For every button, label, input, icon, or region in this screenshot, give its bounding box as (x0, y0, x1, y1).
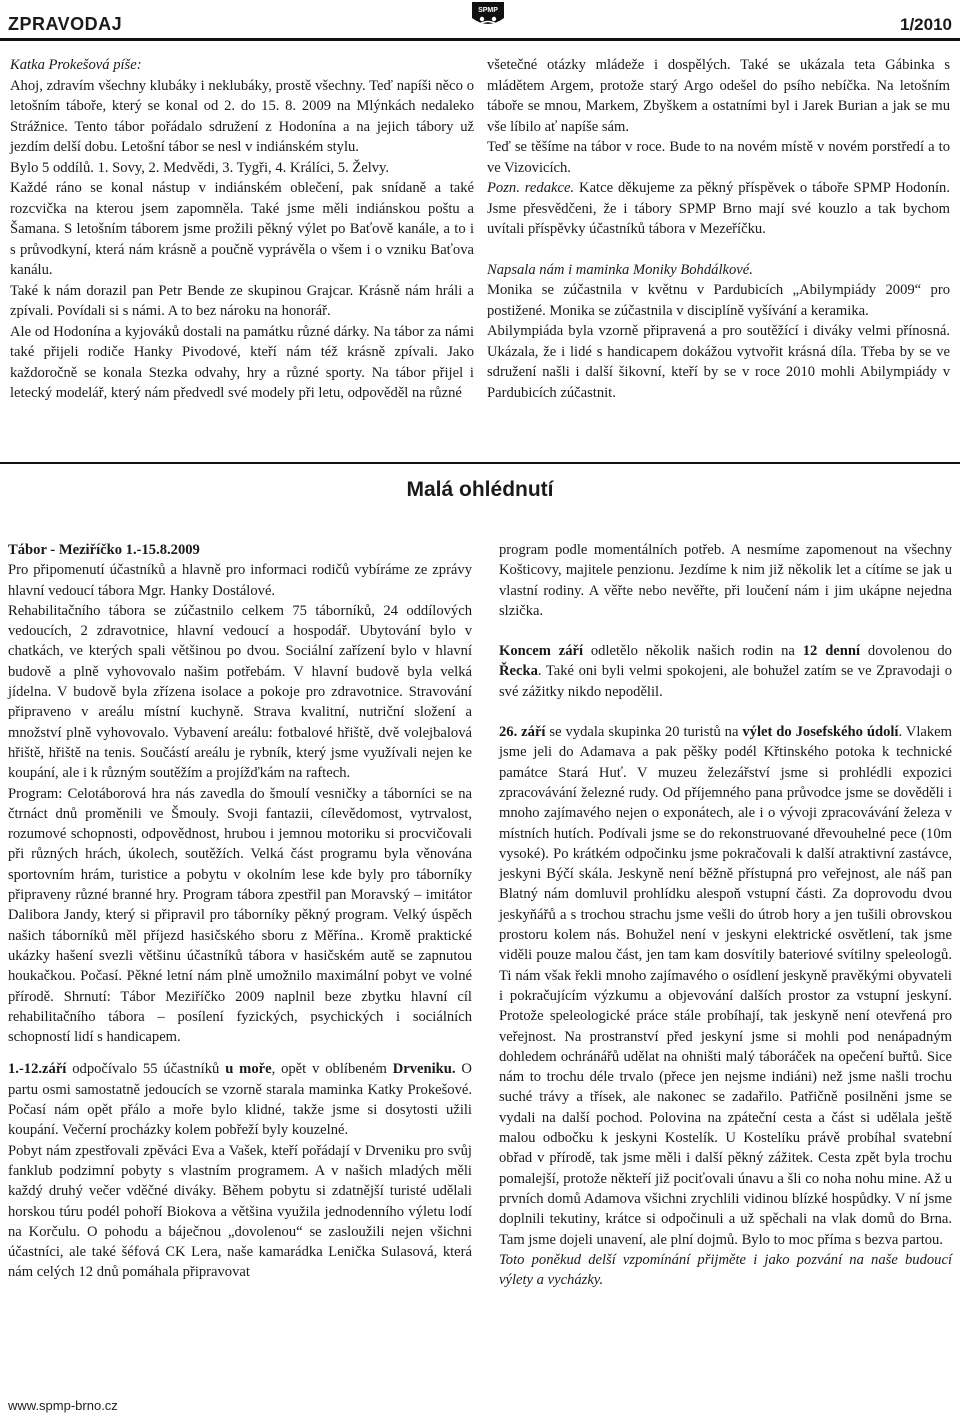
editor-note-text: Katce děkujeme za pěkný příspěvek o táboře SPMP Hodonín. Jsme přesvědčeni, že i tábory SPMP Brno mají své kouzlo a tak bychom uvítali příspěvky účastníků tábora v Mezeříčku. (487, 180, 950, 237)
paragraph: Každé ráno se konal nástup v indiánském oblečení, pak snídaně a také rozcvička na kterou jsem zapomněla. Také jsme měli indiánskou poštu a Šamana. S letošním táborem jsme prožili pěkný výlet po Baťově kanále, a to i s průvodkyní, která nám krásně a poučně vyprávěla o všem i o vzniku Baťova kanálu. (10, 180, 474, 278)
article-camp-mezericko (8, 540, 472, 1283)
paragraph: Pro připomenutí účastníků a hlavně pro informaci rodičů vybíráme ze zprávy hlavní vedoucí tábora Mgr. Hanky Dostálové. (8, 562, 472, 599)
paragraph: Abilympiáda byla vzorně připravená a pro soutěžící i diváky velmi přínosná. Ukázala, že i lidé s handicapem dokážou vytvořit krásná díla. Třeba by se ve sdružení našli i další šikovní, kteří by se v roce 2010 mohli Abilympiády v Pardubicích zúčastnit. (487, 323, 950, 401)
paragraph: Rehabilitačního tábora se zúčastnilo celkem 75 táborníků, 24 oddílových vedoucích, 2 zdravotnice, hlavní vedoucí a hospodář. Ubytování bylo v chatkách, ve kterých spali většinou po dvou. Sociální zařízení bylo v hlavní budově a plně vyhovovalo našim potřebám. V hlavní budově byla velká jídelna. V budově byla zřízena isolace a pokoje pro zdravotnice. Stravování připraveno v areálu místní kuchyně. Strava kvalitní, nutriční složení a množství plně vyhovovalo. Vybavení areálu: fotbalové hřiště, dvě volejbalová hřiště, hřiště na tenis. Součástí areálu je rybník, který jsme využívali nejen ke koupání, ale i k různým soutěžím a projížďkám na raftech. (8, 602, 472, 782)
paragraph: Také k nám dorazil pan Petr Bende ze skupinou Grajcar. Krásně nám hráli a zpívali. Povídali si s námi. A to bez nároku na honorář. (10, 282, 474, 319)
paragraph: Pobyt nám zpestřovali zpěváci Eva a Vašek, kteří pořádají v Drveniku pro svůj fanklub podzimní pobyty s vlastním programem. A v našich mladých měli každý druhý večer vděčné diváky. Během pobytu si zdatnější turisté udělali horskou túru podél pohoří Biokova a většina využila jednodenního výletu lodí na Korčulu. O pohodu a báječnou „dovolenou“ se zasloužili nejen všichni účastníci, ale také šéfová CK Lera, naše kamarádka Lenička Sulasová, která nám celých 12 dnů pomáhala připravovat (8, 1142, 472, 1281)
paragraph-drvenik: 1.-12.září odpočívalo 55 účastníků u moře, opět v oblíbeném Drveniku. O partu osmi samostatně jedoucích se vzorně starala maminka Katky Prokešové. Počasí nám opět přálo a moře bylo klidné, takže jsme si dosytosti užili koupání. Večerní procházky kolem pobřeží byly kouzelné. (8, 1061, 472, 1139)
issue-number: 1/2010 (900, 15, 952, 34)
article-author: Katka Prokešová píše: (10, 57, 142, 73)
paragraph: Ahoj, zdravím všechny klubáky i neklubáky, prostě všechny. Teď napíši něco o letošním táboře, který se konal od 2. do 15. 8. 2009 na Mlýnkách nedaleko Strážnice. Tento tábor pořádalo sdružení z Hodonína a na jejich tábory už jezdím delší dobu. Letošní tábor se nesl v indiánském stylu. (10, 77, 474, 155)
article-trips (499, 540, 952, 1290)
paragraph: všetečné otázky mládeže i dospělých. Také se ukázala teta Gábinka s mládětem Argem, protože starý Argo odešel do psího nebíčka. Na letošním táboře se mnou, Markem, Zbyškem a ostatními byl i Jarek Burian a jak se mu vše líbilo ať napíše sám. (487, 57, 950, 135)
paragraph: Ale od Hodonína a kyjováků dostali na památku různé dárky. Na tábor za námi také přijeli rodiče Hanky Pivodové, kteří nám též krásně zpívali. Jako každoročně se konala Stezka odvahy, hry a různé sporty. Na tábor přijel i letecký modelář, který nám předvedl své modely při letu, odpověděl na různé (10, 323, 474, 401)
paragraph: Bylo 5 oddílů. 1. Sovy, 2. Medvědi, 3. Tygři, 4. Králíci, 5. Želvy. (10, 159, 390, 176)
footer-website-link[interactable]: www.spmp-brno.cz (8, 1398, 118, 1413)
section-title: Malá ohlédnutí (406, 478, 554, 501)
article-camp-continued (487, 55, 950, 403)
paragraph: Teď se těšíme na tábor v roce. Bude to na novém místě v novém porstředí a to ve Vizovicích. (487, 139, 950, 176)
paragraph: program podle momentálních potřeb. A nesmíme zapomenout na všechny Košticovy, majitele penzionu. Jezdíme k nim již několik let a cítíme se jak u vlastní rodiny. A věřte nebo nevěřte, při loučení nám i jim ukápne nejedna slzička. (499, 542, 952, 619)
paragraph-josefske-udoli: 26. září se vydala skupinka 20 turistů na výlet do Josefského údolí. Vlakem jsme jeli do Adamava a pak pěšky podél Křtinského potoka k technické památce Stará Huť. V muzeu železářství jsme si prohlédli expozici zpracovávání železné rudy. Od příjemného pana průvodce jsme se dověděli i mnoho zajímavého nejen o exponátech, ale i o vývoji zpracovávání železa v místních hutích. Podívali jsme se do rekonstruované dřevouhelné pece (10m vysoké). Po krátkém odpočinku jsme pokračovali k další atraktivní zastávce, jeskyni Býčí skála. Jeskyně není běžně přístupná pro veřejnost, ale náš pan Blatný nám domluvil prohlídku alespoň vstupní části. Za doprovodu dvou jeskyňářů a s trochou strachu jsme vešli do útrob hory a jen tušili obrovskou prostoru kolem nás. Bohužel není v jeskyni elektrické osvětlení, tak jsme viděli pouze malou část, jen tam kam dosvítily bateriové svítilny speleologů. Ti nám však řekli mnoho zajímavého o osídlení jeskyně pravěkými obyvateli i pokračujícím výzkumu a objevování dalších prostor za vstupní jeskyní. Protože speleologické práce stále probíhají, tak jeskyně není otevřená pro veřejnost. Na prostranství před jeskyní jsme si mohli pod nenápadným dohledem ochránářů udělat na ohništi malý táboráček na opečení buřtů. Sice nám to trochu déle trvalo (přece jen nejsme indiáni) než jsme našli trochu suché trávy a třísek, ale nakonec se zadařilo. Patřičně posilněni jsme se vydali na další pochod. Polovina na zpáteční cesta a část si udělala ještě malou odbočku k jeskyni Kostelík. U Kostelíku právě probíhal svatební obřad v přírodě, tak jsme měli i další pěkný zážitek. Cesta zpět byla trochu pomalejší, protože někteří již pociťovali únavu a šli co noha nohu mine. Až u prvních domů Adamova všichni zrychlili vidinou blízké hospůdky. V ní jsme doplnili tekutiny, krátce si odpočinuli a už spěchali na vlak domů do Brna. Tam jsme dojeli unavení, ale plní dojmů. Bylo to moc příma s bezva partou. (499, 724, 952, 1248)
article-author: Napsala nám i maminka Moniky Bohdálkové. (487, 261, 753, 278)
paragraph-greece: Koncem září odletělo několik našich rodin na 12 denní dovolenou do Řecka. Také oni byli velmi spokojeni, ale bohužel zatím se ve Zpravodaji o své zážitky nikdo nepodělil. (499, 643, 952, 700)
page-header (0, 0, 960, 44)
paragraph: Program: Celotáborová hra nás zavedla do šmoulí vesničky a táborníci se na čtrnáct dnů proměnili ve Šmouly. Svoji fantazii, cílevědomost, vytrvalost, rozumové schopnosti, odpovědnost, hrubou i jemnou motoriku si procvičovali při různých hrách, úkolech, soutěžích. Velká část programu byla věnována sportovním hrám, turistice a pobytu v okolním lese kde byly pro táborníky připraveny různé branné hry. Program tábora zpestřil pan Moravský – imitátor Dalibora Jandy, který si připravil pro táborníky pěkný program. Velký úspěch našich táborníků měl příjezd hasičského sboru z Měřína.. Kromě praktické ukázky hašení svezli většinu účastníků tábora v hasičském autě se zapnutou houkačkou. Počasí. Pěkné letní nám plně umožnilo maximální pobyt ve volné přírodě. Shrnutí: Tábor Meziříčko 2009 naplnil beze zbytku hlavní cíl rehabilitačního tábora – posílení fyzických, psychických i sociálních schopností lidí s handicapem. (8, 785, 472, 1046)
article-heading: Tábor - Meziříčko 1.-15.8.2009 (8, 542, 200, 558)
paragraph: Monika se zúčastnila v květnu v Pardubicích „Abilympiády 2009“ pro postižené. Monika se zúčastnila v disciplíně vyšívání a keramika. (487, 282, 950, 319)
article-camp-hodonin (10, 55, 474, 404)
svg-text:SPMP: SPMP (478, 7, 498, 14)
newsletter-title: ZPRAVODAJ (8, 14, 123, 34)
closing-note: Toto poněkud delší vzpomínání přijměte i jako pozvání na naše budoucí výlety a vycházky. (499, 1251, 952, 1289)
editor-note-label: Pozn. redakce. (487, 180, 575, 196)
spmp-logo-icon (468, 0, 508, 30)
editor-note (487, 178, 950, 240)
section-divider (0, 462, 960, 464)
header-divider (0, 38, 960, 41)
